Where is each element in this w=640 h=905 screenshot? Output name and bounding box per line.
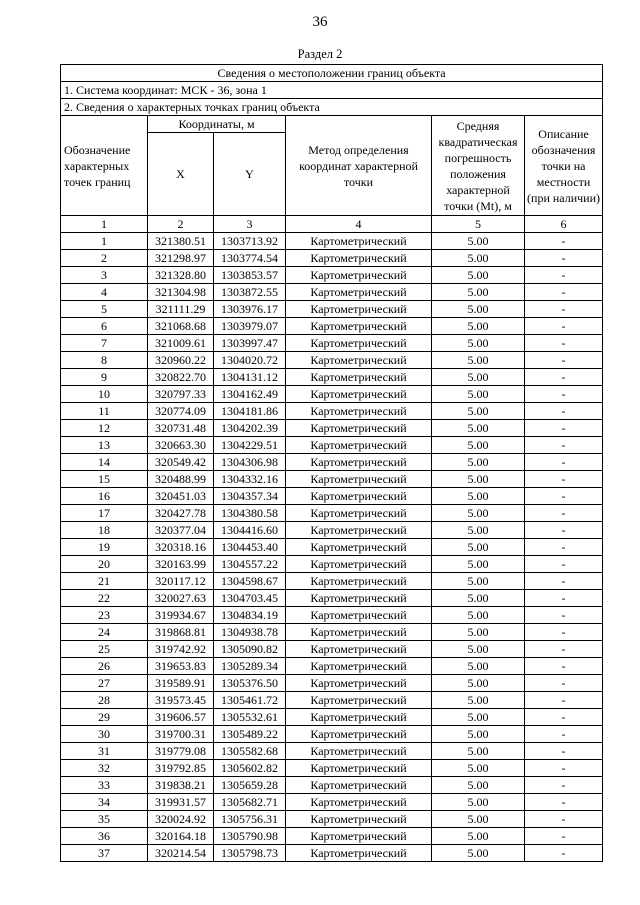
cell-point-id: 7 xyxy=(61,335,148,352)
cell-point-id: 30 xyxy=(61,726,148,743)
cell-description: - xyxy=(525,437,603,454)
cell-method: Картометрический xyxy=(286,505,432,522)
cell-description: - xyxy=(525,335,603,352)
cell-coord-x: 321328.80 xyxy=(148,267,214,284)
cell-method: Картометрический xyxy=(286,641,432,658)
coord-system-row xyxy=(61,82,603,99)
cell-point-id: 16 xyxy=(61,488,148,505)
cell-description: - xyxy=(525,352,603,369)
cell-description: - xyxy=(525,658,603,675)
cell-coord-y: 1304181.86 xyxy=(214,403,286,420)
cell-method: Картометрический xyxy=(286,777,432,794)
boundary-points-table xyxy=(60,64,603,862)
cell-accuracy: 5.00 xyxy=(432,845,525,862)
cell-coord-x: 321298.97 xyxy=(148,250,214,267)
cell-point-id: 36 xyxy=(61,828,148,845)
cell-accuracy: 5.00 xyxy=(432,420,525,437)
cell-accuracy: 5.00 xyxy=(432,709,525,726)
table-row xyxy=(61,505,603,522)
cell-coord-x: 320318.16 xyxy=(148,539,214,556)
points-info: 2. Сведения о характерных точках границ объекта xyxy=(61,99,603,116)
cell-point-id: 5 xyxy=(61,301,148,318)
cell-coord-y: 1304557.22 xyxy=(214,556,286,573)
cell-method: Картометрический xyxy=(286,318,432,335)
cell-method: Картометрический xyxy=(286,590,432,607)
cell-coord-y: 1305090.82 xyxy=(214,641,286,658)
section-title: Раздел 2 xyxy=(297,47,343,61)
cell-method: Картометрический xyxy=(286,301,432,318)
cell-point-id: 33 xyxy=(61,777,148,794)
cell-accuracy: 5.00 xyxy=(432,267,525,284)
table-row xyxy=(61,573,603,590)
table-row xyxy=(61,794,603,811)
cell-description: - xyxy=(525,369,603,386)
cell-point-id: 3 xyxy=(61,267,148,284)
col-header-coords: Координаты, м xyxy=(148,116,286,133)
cell-point-id: 23 xyxy=(61,607,148,624)
cell-method: Картометрический xyxy=(286,454,432,471)
cell-coord-x: 319742.92 xyxy=(148,641,214,658)
cell-accuracy: 5.00 xyxy=(432,403,525,420)
cell-point-id: 18 xyxy=(61,522,148,539)
cell-description: - xyxy=(525,420,603,437)
cell-method: Картометрический xyxy=(286,811,432,828)
cell-description: - xyxy=(525,692,603,709)
table-row xyxy=(61,641,603,658)
header-row-1 xyxy=(61,116,603,133)
col-header-description: Описание обозначения точки на местности (при наличии) xyxy=(525,116,603,216)
cell-coord-x: 320427.78 xyxy=(148,505,214,522)
table-title: Сведения о местоположении границ объекта xyxy=(61,65,603,82)
cell-coord-y: 1305489.22 xyxy=(214,726,286,743)
cell-accuracy: 5.00 xyxy=(432,692,525,709)
cell-method: Картометрический xyxy=(286,658,432,675)
cell-description: - xyxy=(525,284,603,301)
cell-coord-y: 1304453.40 xyxy=(214,539,286,556)
cell-coord-x: 319573.45 xyxy=(148,692,214,709)
col-header-x: X xyxy=(148,133,214,216)
cell-description: - xyxy=(525,301,603,318)
cell-point-id: 37 xyxy=(61,845,148,862)
table-row xyxy=(61,624,603,641)
cell-accuracy: 5.00 xyxy=(432,471,525,488)
cell-point-id: 15 xyxy=(61,471,148,488)
cell-coord-y: 1303872.55 xyxy=(214,284,286,301)
table-row xyxy=(61,743,603,760)
table-row xyxy=(61,488,603,505)
col-num-6: 6 xyxy=(525,216,603,233)
cell-coord-y: 1304020.72 xyxy=(214,352,286,369)
table-row xyxy=(61,845,603,862)
table-row xyxy=(61,471,603,488)
cell-point-id: 6 xyxy=(61,318,148,335)
cell-coord-x: 319868.81 xyxy=(148,624,214,641)
cell-coord-y: 1304306.98 xyxy=(214,454,286,471)
cell-coord-x: 319589.91 xyxy=(148,675,214,692)
table-row xyxy=(61,539,603,556)
cell-coord-x: 321304.98 xyxy=(148,284,214,301)
cell-coord-y: 1305798.73 xyxy=(214,845,286,862)
cell-coord-y: 1304834.19 xyxy=(214,607,286,624)
cell-coord-x: 320774.09 xyxy=(148,403,214,420)
cell-method: Картометрический xyxy=(286,488,432,505)
cell-coord-x: 319934.67 xyxy=(148,607,214,624)
cell-method: Картометрический xyxy=(286,794,432,811)
cell-coord-x: 319653.83 xyxy=(148,658,214,675)
cell-method: Картометрический xyxy=(286,607,432,624)
cell-method: Картометрический xyxy=(286,420,432,437)
cell-point-id: 32 xyxy=(61,760,148,777)
cell-description: - xyxy=(525,539,603,556)
cell-coord-y: 1303976.17 xyxy=(214,301,286,318)
table-row xyxy=(61,607,603,624)
table-row xyxy=(61,352,603,369)
cell-coord-y: 1305532.61 xyxy=(214,709,286,726)
cell-coord-y: 1304938.78 xyxy=(214,624,286,641)
cell-coord-y: 1305790.98 xyxy=(214,828,286,845)
cell-accuracy: 5.00 xyxy=(432,369,525,386)
cell-method: Картометрический xyxy=(286,539,432,556)
cell-accuracy: 5.00 xyxy=(432,641,525,658)
cell-description: - xyxy=(525,709,603,726)
cell-accuracy: 5.00 xyxy=(432,658,525,675)
cell-coord-y: 1303997.47 xyxy=(214,335,286,352)
cell-accuracy: 5.00 xyxy=(432,284,525,301)
col-num-2: 2 xyxy=(148,216,214,233)
cell-coord-y: 1304202.39 xyxy=(214,420,286,437)
cell-method: Картометрический xyxy=(286,556,432,573)
cell-point-id: 24 xyxy=(61,624,148,641)
cell-coord-x: 321068.68 xyxy=(148,318,214,335)
cell-coord-y: 1303979.07 xyxy=(214,318,286,335)
cell-accuracy: 5.00 xyxy=(432,794,525,811)
col-num-3: 3 xyxy=(214,216,286,233)
cell-accuracy: 5.00 xyxy=(432,335,525,352)
cell-coord-x: 319931.57 xyxy=(148,794,214,811)
cell-description: - xyxy=(525,386,603,403)
col-header-method: Метод определения координат характерной точки xyxy=(286,116,432,216)
cell-coord-y: 1304380.58 xyxy=(214,505,286,522)
cell-coord-y: 1305289.34 xyxy=(214,658,286,675)
cell-coord-x: 320451.03 xyxy=(148,488,214,505)
col-header-y: Y xyxy=(214,133,286,216)
cell-accuracy: 5.00 xyxy=(432,743,525,760)
cell-accuracy: 5.00 xyxy=(432,301,525,318)
cell-coord-y: 1304598.67 xyxy=(214,573,286,590)
cell-point-id: 8 xyxy=(61,352,148,369)
cell-coord-x: 320488.99 xyxy=(148,471,214,488)
cell-coord-y: 1305602.82 xyxy=(214,760,286,777)
cell-point-id: 4 xyxy=(61,284,148,301)
cell-method: Картометрический xyxy=(286,828,432,845)
cell-coord-y: 1304131.12 xyxy=(214,369,286,386)
cell-coord-y: 1304703.45 xyxy=(214,590,286,607)
col-header-point: Обозначение характерных точек границ xyxy=(61,116,148,216)
cell-coord-y: 1304416.60 xyxy=(214,522,286,539)
cell-description: - xyxy=(525,505,603,522)
table-row xyxy=(61,658,603,675)
cell-accuracy: 5.00 xyxy=(432,726,525,743)
table-row xyxy=(61,250,603,267)
cell-point-id: 14 xyxy=(61,454,148,471)
cell-method: Картометрический xyxy=(286,692,432,709)
cell-method: Картометрический xyxy=(286,403,432,420)
table-row xyxy=(61,811,603,828)
cell-coord-y: 1305682.71 xyxy=(214,794,286,811)
cell-point-id: 11 xyxy=(61,403,148,420)
cell-coord-x: 320117.12 xyxy=(148,573,214,590)
cell-point-id: 19 xyxy=(61,539,148,556)
cell-accuracy: 5.00 xyxy=(432,233,525,250)
table-title-row xyxy=(61,65,603,82)
cell-method: Картометрический xyxy=(286,573,432,590)
cell-coord-x: 321111.29 xyxy=(148,301,214,318)
cell-point-id: 34 xyxy=(61,794,148,811)
table-row xyxy=(61,777,603,794)
cell-coord-y: 1304357.34 xyxy=(214,488,286,505)
table-row xyxy=(61,726,603,743)
cell-method: Картометрический xyxy=(286,352,432,369)
cell-accuracy: 5.00 xyxy=(432,573,525,590)
cell-point-id: 1 xyxy=(61,233,148,250)
cell-method: Картометрический xyxy=(286,760,432,777)
cell-method: Картометрический xyxy=(286,522,432,539)
table-row xyxy=(61,437,603,454)
cell-accuracy: 5.00 xyxy=(432,760,525,777)
cell-method: Картометрический xyxy=(286,437,432,454)
cell-description: - xyxy=(525,267,603,284)
cell-method: Картометрический xyxy=(286,284,432,301)
cell-coord-x: 319606.57 xyxy=(148,709,214,726)
cell-description: - xyxy=(525,675,603,692)
cell-method: Картометрический xyxy=(286,743,432,760)
table-row xyxy=(61,403,603,420)
cell-accuracy: 5.00 xyxy=(432,250,525,267)
cell-coord-x: 320731.48 xyxy=(148,420,214,437)
points-info-row xyxy=(61,99,603,116)
table-row xyxy=(61,828,603,845)
cell-description: - xyxy=(525,777,603,794)
cell-description: - xyxy=(525,726,603,743)
col-num-4: 4 xyxy=(286,216,432,233)
table-row xyxy=(61,301,603,318)
cell-accuracy: 5.00 xyxy=(432,488,525,505)
cell-accuracy: 5.00 xyxy=(432,454,525,471)
cell-coord-y: 1305659.28 xyxy=(214,777,286,794)
cell-coord-x: 320960.22 xyxy=(148,352,214,369)
cell-coord-x: 321009.61 xyxy=(148,335,214,352)
cell-point-id: 21 xyxy=(61,573,148,590)
cell-accuracy: 5.00 xyxy=(432,437,525,454)
cell-description: - xyxy=(525,488,603,505)
cell-accuracy: 5.00 xyxy=(432,675,525,692)
cell-coord-x: 320027.63 xyxy=(148,590,214,607)
cell-description: - xyxy=(525,403,603,420)
cell-coord-y: 1305582.68 xyxy=(214,743,286,760)
col-header-accuracy: Средняя квадратическая погрешность положения характерной точки (Mt), м xyxy=(432,116,525,216)
col-num-1: 1 xyxy=(61,216,148,233)
cell-description: - xyxy=(525,845,603,862)
cell-description: - xyxy=(525,556,603,573)
cell-accuracy: 5.00 xyxy=(432,828,525,845)
table-row xyxy=(61,590,603,607)
cell-method: Картометрический xyxy=(286,386,432,403)
cell-description: - xyxy=(525,624,603,641)
cell-method: Картометрический xyxy=(286,267,432,284)
cell-coord-y: 1305756.31 xyxy=(214,811,286,828)
table-row xyxy=(61,454,603,471)
cell-point-id: 25 xyxy=(61,641,148,658)
cell-coord-x: 320822.70 xyxy=(148,369,214,386)
cell-coord-x: 320663.30 xyxy=(148,437,214,454)
cell-method: Картометрический xyxy=(286,471,432,488)
cell-point-id: 17 xyxy=(61,505,148,522)
cell-description: - xyxy=(525,522,603,539)
col-num-5: 5 xyxy=(432,216,525,233)
cell-coord-x: 320164.18 xyxy=(148,828,214,845)
cell-accuracy: 5.00 xyxy=(432,352,525,369)
cell-description: - xyxy=(525,641,603,658)
cell-point-id: 29 xyxy=(61,709,148,726)
cell-description: - xyxy=(525,607,603,624)
cell-point-id: 35 xyxy=(61,811,148,828)
cell-point-id: 2 xyxy=(61,250,148,267)
cell-point-id: 28 xyxy=(61,692,148,709)
cell-coord-x: 319779.08 xyxy=(148,743,214,760)
cell-description: - xyxy=(525,811,603,828)
table-row xyxy=(61,420,603,437)
cell-accuracy: 5.00 xyxy=(432,318,525,335)
cell-coord-x: 319700.31 xyxy=(148,726,214,743)
cell-description: - xyxy=(525,828,603,845)
cell-coord-x: 320797.33 xyxy=(148,386,214,403)
cell-point-id: 9 xyxy=(61,369,148,386)
cell-point-id: 13 xyxy=(61,437,148,454)
table-row xyxy=(61,267,603,284)
cell-point-id: 12 xyxy=(61,420,148,437)
cell-accuracy: 5.00 xyxy=(432,624,525,641)
cell-description: - xyxy=(525,760,603,777)
table-row xyxy=(61,335,603,352)
cell-accuracy: 5.00 xyxy=(432,777,525,794)
cell-point-id: 31 xyxy=(61,743,148,760)
table-row xyxy=(61,692,603,709)
cell-point-id: 26 xyxy=(61,658,148,675)
table-row xyxy=(61,284,603,301)
cell-description: - xyxy=(525,573,603,590)
cell-point-id: 22 xyxy=(61,590,148,607)
cell-coord-x: 319792.85 xyxy=(148,760,214,777)
cell-point-id: 27 xyxy=(61,675,148,692)
cell-accuracy: 5.00 xyxy=(432,607,525,624)
cell-coord-x: 320549.42 xyxy=(148,454,214,471)
cell-description: - xyxy=(525,794,603,811)
table-row xyxy=(61,675,603,692)
cell-description: - xyxy=(525,590,603,607)
cell-coord-x: 320377.04 xyxy=(148,522,214,539)
cell-coord-x: 320024.92 xyxy=(148,811,214,828)
cell-point-id: 10 xyxy=(61,386,148,403)
table-row xyxy=(61,386,603,403)
cell-method: Картометрический xyxy=(286,250,432,267)
cell-description: - xyxy=(525,233,603,250)
cell-coord-y: 1303853.57 xyxy=(214,267,286,284)
cell-coord-y: 1303774.54 xyxy=(214,250,286,267)
cell-method: Картометрический xyxy=(286,369,432,386)
cell-accuracy: 5.00 xyxy=(432,505,525,522)
cell-method: Картометрический xyxy=(286,675,432,692)
cell-coord-y: 1303713.92 xyxy=(214,233,286,250)
cell-accuracy: 5.00 xyxy=(432,556,525,573)
table-row xyxy=(61,556,603,573)
cell-method: Картометрический xyxy=(286,233,432,250)
cell-method: Картометрический xyxy=(286,709,432,726)
cell-method: Картометрический xyxy=(286,726,432,743)
table-row xyxy=(61,318,603,335)
cell-coord-x: 320163.99 xyxy=(148,556,214,573)
cell-method: Картометрический xyxy=(286,845,432,862)
table-row xyxy=(61,709,603,726)
table-row xyxy=(61,233,603,250)
table-row xyxy=(61,369,603,386)
cell-description: - xyxy=(525,250,603,267)
cell-accuracy: 5.00 xyxy=(432,811,525,828)
cell-coord-x: 321380.51 xyxy=(148,233,214,250)
column-number-row xyxy=(61,216,603,233)
cell-coord-y: 1305376.50 xyxy=(214,675,286,692)
cell-description: - xyxy=(525,454,603,471)
cell-accuracy: 5.00 xyxy=(432,539,525,556)
table-row xyxy=(61,522,603,539)
cell-coord-y: 1304332.16 xyxy=(214,471,286,488)
cell-coord-y: 1304229.51 xyxy=(214,437,286,454)
cell-point-id: 20 xyxy=(61,556,148,573)
cell-accuracy: 5.00 xyxy=(432,386,525,403)
cell-method: Картометрический xyxy=(286,335,432,352)
page-number: 36 xyxy=(312,14,328,30)
coord-system: 1. Система координат: МСК - 36, зона 1 xyxy=(61,82,603,99)
cell-accuracy: 5.00 xyxy=(432,590,525,607)
cell-method: Картометрический xyxy=(286,624,432,641)
cell-coord-x: 319838.21 xyxy=(148,777,214,794)
cell-description: - xyxy=(525,318,603,335)
table-row xyxy=(61,760,603,777)
cell-accuracy: 5.00 xyxy=(432,522,525,539)
cell-description: - xyxy=(525,471,603,488)
cell-description: - xyxy=(525,743,603,760)
cell-coord-y: 1305461.72 xyxy=(214,692,286,709)
cell-coord-y: 1304162.49 xyxy=(214,386,286,403)
cell-coord-x: 320214.54 xyxy=(148,845,214,862)
